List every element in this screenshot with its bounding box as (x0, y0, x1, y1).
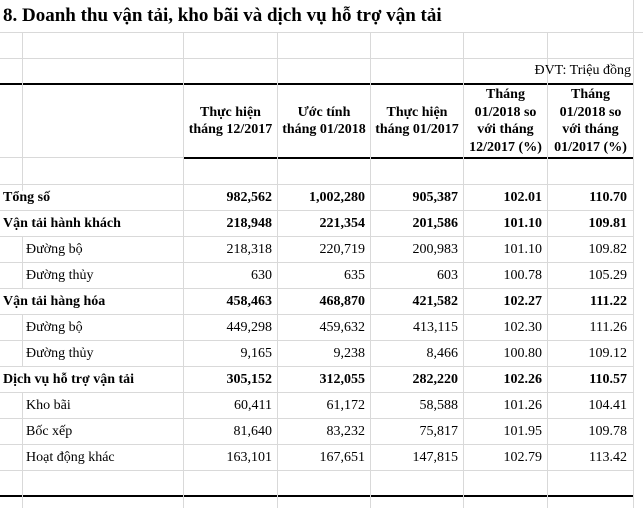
cell-value: 413,115 (413, 320, 458, 335)
row-label: Dịch vụ hỗ trợ vận tải (3, 372, 135, 387)
table-row (0, 237, 633, 263)
header-line: Tháng (486, 87, 525, 102)
cell-value: 60,411 (234, 398, 272, 413)
column-header (371, 86, 463, 156)
header-line: Tháng (571, 87, 610, 102)
cell-value: 147,815 (412, 450, 458, 465)
cell-value: 102.30 (503, 320, 542, 335)
header-line: 01/2018 so (559, 104, 622, 120)
row-label: Hoạt động khác (26, 450, 115, 465)
cell-value: 421,582 (412, 294, 458, 309)
cell-value: 101.95 (503, 424, 542, 439)
header-top-border (0, 83, 634, 85)
cell-value: 109.82 (588, 242, 627, 257)
row-label: Vận tải hành khách (3, 216, 121, 231)
header-line: 12/2017 (%) (469, 139, 542, 155)
cell-value: 449,298 (226, 320, 272, 335)
table-row (0, 211, 633, 237)
cell-value: 81,640 (233, 424, 272, 439)
cell-value: 201,586 (412, 216, 458, 231)
table-row (0, 289, 633, 315)
row-label: Đường thủy (26, 346, 94, 361)
cell-value: 110.57 (589, 372, 627, 387)
header-line: tháng 12/2017 (188, 122, 273, 137)
gridline (633, 0, 634, 508)
row-label: Đường thủy (26, 268, 94, 283)
column-header (278, 86, 370, 156)
row-label: Tổng số (3, 190, 51, 205)
cell-value: 102.79 (503, 450, 542, 465)
row-label: Kho bãi (26, 398, 71, 413)
cell-value: 102.26 (503, 372, 542, 387)
cell-value: 58,588 (419, 398, 458, 413)
header-line: 01/2017 (%) (554, 139, 627, 155)
cell-value: 312,055 (319, 372, 365, 387)
cell-value: 282,220 (412, 372, 458, 387)
cell-value: 468,870 (319, 294, 365, 309)
cell-value: 105.29 (588, 268, 627, 283)
cell-value: 111.22 (590, 294, 627, 309)
column-header (464, 86, 547, 156)
row-label: Bốc xếp (26, 424, 73, 439)
cell-value: 100.80 (503, 346, 542, 361)
cell-value: 101.10 (503, 216, 542, 231)
cell-value: 100.78 (503, 268, 542, 283)
cell-value: 603 (437, 268, 458, 283)
table-title: 8. Doanh thu vận tải, kho bãi và dịch vụ hỗ trợ vận tải (3, 5, 442, 26)
header-bottom-border (183, 157, 634, 159)
cell-value: 61,172 (326, 398, 365, 413)
cell-value: 75,817 (419, 424, 458, 439)
cell-value: 459,632 (319, 320, 365, 335)
cell-value: 110.70 (589, 190, 627, 205)
cell-value: 109.78 (588, 424, 627, 439)
cell-value: 113.42 (589, 450, 627, 465)
cell-value: 221,354 (319, 216, 365, 231)
table-row (0, 341, 633, 367)
cell-value: 458,463 (226, 294, 272, 309)
cell-value: 635 (344, 268, 365, 283)
cell-value: 1,002,280 (309, 190, 365, 205)
header-line: Thực hiện (200, 104, 261, 120)
cell-value: 905,387 (412, 190, 458, 205)
header-line: Ước tính (297, 104, 351, 120)
header-line: Thực hiện (386, 104, 448, 120)
cell-value: 982,562 (226, 190, 272, 205)
table-row (0, 315, 633, 341)
table-row (0, 419, 633, 445)
cell-value: 109.12 (588, 346, 627, 361)
header-line: với tháng (477, 122, 534, 137)
table-row (0, 393, 633, 419)
gridline (0, 157, 183, 158)
table-row (0, 185, 633, 211)
cell-value: 218,318 (226, 242, 272, 257)
table-bottom-border (0, 495, 634, 497)
gridline (0, 58, 633, 59)
table-row (0, 367, 633, 393)
table-row (0, 263, 633, 289)
cell-value: 111.26 (589, 320, 627, 335)
cell-value: 102.27 (503, 294, 542, 309)
header-line: với tháng (562, 122, 619, 137)
cell-value: 305,152 (226, 372, 272, 387)
cell-value: 102.01 (503, 190, 542, 205)
cell-value: 109.81 (588, 216, 627, 231)
unit-label: ĐVT: Triệu đồng (534, 63, 631, 78)
header-line: tháng 01/2017 (375, 122, 459, 137)
cell-value: 630 (251, 268, 272, 283)
gridline (22, 32, 23, 191)
row-label: Đường bộ (26, 242, 83, 257)
cell-value: 101.10 (503, 242, 542, 257)
cell-value: 101.26 (503, 398, 542, 413)
cell-value: 8,466 (426, 346, 458, 361)
column-header (184, 86, 277, 156)
cell-value: 104.41 (588, 398, 627, 413)
column-header (548, 86, 633, 156)
header-line: 01/2018 so (474, 104, 537, 120)
cell-value: 167,651 (319, 450, 365, 465)
row-label: Vận tải hàng hóa (3, 294, 106, 309)
row-label: Đường bộ (26, 320, 83, 335)
header-line: tháng 01/2018 (282, 122, 366, 137)
cell-value: 163,101 (226, 450, 272, 465)
table-row (0, 445, 633, 471)
cell-value: 9,238 (333, 346, 365, 361)
cell-value: 83,232 (326, 424, 365, 439)
cell-value: 9,165 (240, 346, 272, 361)
cell-value: 218,948 (226, 216, 272, 231)
cell-value: 220,719 (319, 242, 365, 257)
cell-value: 200,983 (412, 242, 458, 257)
